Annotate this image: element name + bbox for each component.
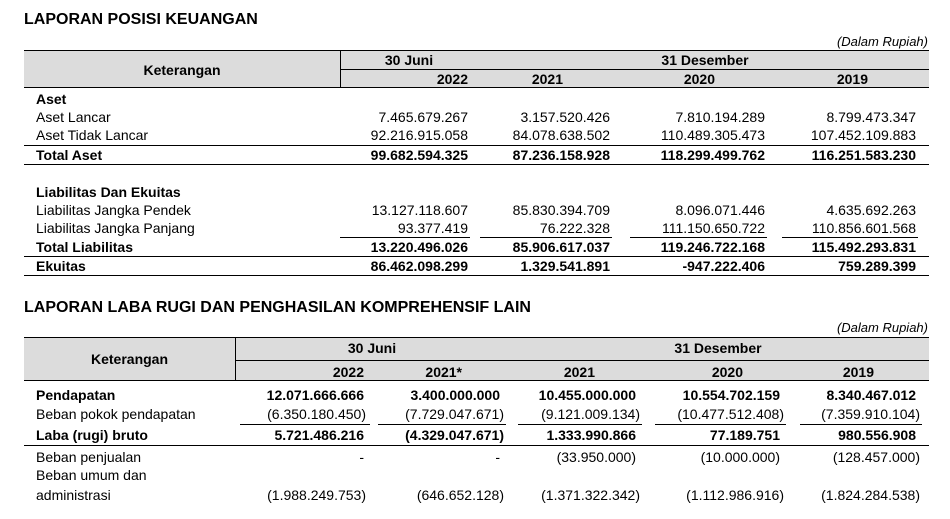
cell-2021: 10.455.000.000 [538,387,636,403]
cell-2019: 759.289.399 [838,258,916,274]
cell-2022: 93.377.419 [397,220,468,236]
cell-2021: (1.371.322.342) [541,487,640,503]
cell-2021: 1.329.541.891 [520,258,610,274]
report2-unit-note: (Dalam Rupiah) [836,320,928,335]
cell-2022: (6.350.180.450) [267,406,366,422]
report2-header-group2: 31 Desember [674,340,762,356]
cell-2020: 110.489.305.473 [660,127,765,143]
cell-2021: (9.121.009.134) [541,406,640,422]
report2-header-midline [235,360,929,361]
cell-2019: 110.856.601.568 [811,220,916,236]
cell-2019: 980.556.908 [838,427,916,443]
section-liabilitas: Liabilitas Dan Ekuitas [36,184,181,200]
report1-header-year-2022: 2022 [436,71,468,87]
cell-2020: 7.810.194.289 [675,109,765,125]
cell-2020: (10.477.512.408) [677,406,784,422]
report2-header-year-2019: 2019 [842,364,874,380]
cell-2022: 99.682.594.325 [370,147,468,163]
cell-2021: 85.830.394.709 [512,202,610,218]
row-label: Beban penjualan [36,449,142,465]
cell-2021: 87.236.158.928 [512,147,610,163]
cell-2019: (128.457.000) [832,449,920,465]
cell-2022: 92.216.915.058 [370,127,468,143]
cell-2019: (7.359.910.104) [821,406,920,422]
cell-2021: 76.222.328 [539,220,610,236]
row-label: Total Liabilitas [36,239,133,255]
cell-2020: 8.096.071.446 [675,202,765,218]
report1-header-midline [340,69,929,70]
report2-header-group1: 30 Juni [347,340,397,356]
cell-2020: (1.112.986.916) [686,487,784,503]
report1-unit-note: (Dalam Rupiah) [836,34,928,49]
cell-2020: 118.299.499.762 [660,147,765,163]
cell-2019: 107.452.109.883 [810,127,916,143]
report2-header-keterangan: Keterangan [90,351,169,367]
bruto-underline-2022 [240,424,370,425]
row-label: Liabilitas Jangka Pendek [36,202,191,218]
total-aset-topline [24,145,929,146]
row-label: Liabilitas Jangka Panjang [36,220,195,236]
cell-2019: 4.635.692.263 [826,202,916,218]
report2-header-year-2021: 2021 [563,364,595,380]
cell-2022: 86.462.098.299 [370,258,468,274]
cell-2022: 13.127.118.607 [371,202,468,218]
cell-2020: 77.189.751 [709,427,780,443]
report1-title: LAPORAN POSISI KEUANGAN [24,11,258,28]
cell-2021star: (646.652.128) [416,487,504,503]
report2-header-year-2020: 2020 [711,364,743,380]
cell-2021star: - [495,449,500,465]
cell-2019: (1.824.284.538) [821,487,920,503]
report1-header-year-2020: 2020 [683,71,715,87]
cell-2022: - [359,449,364,465]
row-label-line1: Beban umum dan [36,467,147,483]
cell-2020: 119.246.722.168 [660,239,765,255]
liab-underline-2019 [782,237,918,238]
cell-2020: 111.150.650.722 [661,220,765,236]
liab-underline-2021 [480,237,612,238]
row-label: Beban pokok pendapatan [36,406,196,422]
liab-underline-2022 [340,237,470,238]
report1-header-group1: 30 Juni [384,52,434,68]
row-label: Total Aset [36,147,103,163]
cell-2020: -947.222.406 [682,258,765,274]
bruto-underline-2021 [518,424,642,425]
cell-2021star: (7.729.047.671) [405,406,504,422]
report2-header-year-2021star: 2021* [425,364,462,380]
cell-2021: 85.906.617.037 [512,239,610,255]
cell-2021star: (4.329.047.671) [405,427,504,443]
bruto-underline-2021star [378,424,506,425]
report1-header-year-2019: 2019 [836,71,868,87]
laba-bruto-underline [24,445,929,446]
cell-2019: 115.492.293.831 [811,239,916,255]
cell-2021: 3.157.520.426 [520,109,610,125]
report1-header-group2: 31 Desember [661,52,749,68]
cell-2022: 7.465.679.267 [378,109,468,125]
total-liab-underline [24,256,929,257]
cell-2021: 1.333.990.866 [546,427,636,443]
report2-title: LAPORAN LABA RUGI DAN PENGHASILAN KOMPREHENSIF LAIN [24,299,531,316]
bruto-underline-2019 [800,424,922,425]
cell-2022: 12.071.666.666 [266,387,364,403]
liab-underline-2020 [630,237,767,238]
cell-2022: (1.988.249.753) [267,487,366,503]
row-label-line2: administrasi [36,487,111,503]
report1-header-year-2021: 2021 [531,71,563,87]
cell-2020: 10.554.702.159 [682,387,780,403]
cell-2019: 8.799.473.347 [826,109,916,125]
report1-header-keterangan: Keterangan [143,62,221,78]
cell-2022: 5.721.486.216 [274,427,364,443]
row-label: Laba (rugi) bruto [36,427,148,443]
row-label: Aset Lancar [36,109,111,125]
report2-header-divider [235,337,236,381]
bruto-underline-2020 [655,424,786,425]
cell-2020: (10.000.000) [700,449,780,465]
cell-2019: 8.340.467.012 [826,387,916,403]
cell-2021: (33.950.000) [556,449,636,465]
row-label: Aset Tidak Lancar [36,127,149,143]
section-aset: Aset [36,91,67,107]
cell-2021: 84.078.638.502 [512,127,610,143]
ekuitas-underline [24,275,929,276]
total-aset-underline [24,164,929,165]
report2-header-year-2022: 2022 [332,364,364,380]
cell-2021star: 3.400.000.000 [410,387,500,403]
row-label: Pendapatan [36,387,116,403]
cell-2019: 116.251.583.230 [811,147,916,163]
cell-2022: 13.220.496.026 [370,239,468,255]
row-label: Ekuitas [36,258,86,274]
